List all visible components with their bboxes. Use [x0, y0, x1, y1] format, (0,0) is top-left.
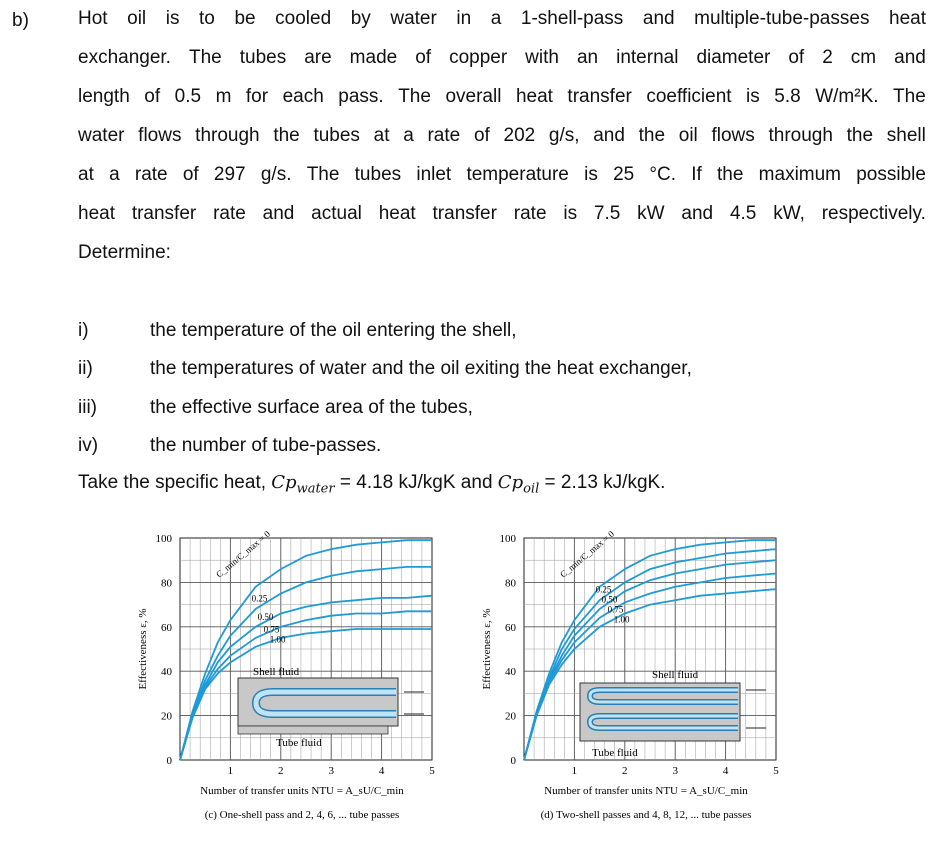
word: The [398, 86, 431, 107]
x-tick-label: 5 [429, 765, 435, 777]
y-tick-label: 0 [166, 755, 172, 767]
word: through [768, 125, 833, 146]
word: rate [513, 203, 547, 224]
word: with [525, 47, 559, 68]
word: flows [711, 125, 755, 146]
word: in [456, 8, 472, 29]
word: shell [886, 125, 926, 146]
word: a [403, 125, 414, 146]
word: oil [127, 8, 147, 29]
paragraph-line [78, 164, 926, 186]
word: and [593, 125, 625, 146]
word: Hot [78, 8, 108, 29]
item-number: iii) [78, 397, 97, 418]
x-axis-label: Number of transfer units NTU = A_sU/C_min [200, 785, 404, 797]
item-text: the temperature of the oil entering the shell, [150, 320, 517, 341]
y-tick-label: 100 [155, 533, 172, 545]
word: 4.5 [729, 203, 757, 224]
word: m [215, 86, 232, 107]
item-text: the temperatures of water and the oil exiting the heat exchanger, [150, 358, 692, 379]
word: made [349, 47, 398, 68]
x-tick-label: 3 [328, 765, 334, 777]
word: is [165, 8, 180, 29]
word: flows [138, 125, 182, 146]
tube-fluid-label: Tube fluid [592, 747, 638, 759]
word: rate [427, 125, 461, 146]
word: W/m²K. [815, 86, 879, 107]
cp-oil-symbol: $Cp_{oil}$ [497, 472, 540, 497]
y-tick-label: 100 [499, 533, 516, 545]
figure-caption: (c) One-shell pass and 2, 4, 6, ... tube passes [204, 809, 400, 821]
word: and [262, 203, 295, 224]
y-tick-label: 20 [505, 710, 516, 723]
word: 2 [822, 47, 833, 68]
question-label: b) [12, 10, 29, 31]
word: 297 [213, 164, 246, 185]
word: be [234, 8, 256, 29]
figure-caption: (d) Two-shell passes and 4, 8, 12, ... tube passes [540, 809, 752, 821]
word: heat [889, 8, 926, 29]
word: possible [856, 164, 926, 185]
word: internal [616, 47, 679, 68]
word: The [306, 164, 340, 185]
word: of [788, 47, 805, 68]
word: for [245, 86, 269, 107]
effectiveness-chart-one-shell [128, 528, 458, 838]
item-text: the effective surface area of the tubes, [150, 397, 473, 418]
word: and [681, 203, 714, 224]
word: and [642, 8, 675, 29]
item-number: i) [78, 320, 89, 341]
word: through [195, 125, 260, 146]
word: copper [449, 47, 508, 68]
word: inlet [416, 164, 452, 185]
x-tick-label: 1 [227, 765, 234, 777]
figure-d [472, 528, 802, 843]
word: the [638, 125, 666, 146]
word: cooled [275, 8, 332, 29]
figure-c [128, 528, 458, 843]
word: The [893, 86, 926, 107]
item-number: ii) [78, 358, 93, 379]
word: transfer [131, 203, 197, 224]
effectiveness-chart-two-shell [472, 528, 802, 838]
series-label: 1.00 [613, 614, 630, 625]
word: multiple-tube-passes [694, 8, 870, 29]
word: tubes [354, 164, 402, 185]
series-label: 0.50 [601, 594, 618, 605]
word: rate [134, 164, 168, 185]
word: is [584, 164, 598, 185]
ratio-label: C_min/C_max = 0 [214, 528, 272, 580]
word: water [390, 8, 437, 29]
x-tick-label: 5 [773, 765, 779, 777]
specific-heat-line [78, 472, 665, 497]
x-tick-label: 4 [378, 765, 385, 777]
x-tick-label: 2 [278, 765, 284, 777]
paragraph-line [78, 125, 926, 147]
word: of [144, 86, 161, 107]
word: kW [637, 203, 665, 224]
word: 7.5 [593, 203, 621, 224]
cp-water-value: = 4.18 kJ/kgK and [339, 472, 493, 493]
series-label: 0.75 [263, 624, 280, 635]
word: overall [445, 86, 502, 107]
y-axis-label: Effectiveness ε, % [481, 608, 493, 690]
item-text: the number of tube-passes. [150, 435, 382, 456]
word: The [188, 47, 222, 68]
paragraph-line [78, 203, 926, 225]
word: tubes [313, 125, 360, 146]
word: °C. [649, 164, 677, 185]
shell-nozzle [238, 726, 388, 734]
y-tick-label: 0 [510, 755, 516, 767]
paragraph-line [78, 8, 926, 30]
word: kW, [773, 203, 805, 224]
word: tubes [239, 47, 287, 68]
word: at [78, 164, 94, 185]
word: is [563, 203, 578, 224]
word: 1-shell-pass [520, 8, 624, 29]
word: is [746, 86, 760, 107]
word: an [576, 47, 599, 68]
word: transfer [432, 203, 497, 224]
word: temperature [466, 164, 569, 185]
word: and [894, 47, 926, 68]
word: the [273, 125, 300, 146]
x-tick-label: 4 [722, 765, 729, 777]
word: transfer [567, 86, 632, 107]
cp-oil-value: = 2.13 kJ/kgK. [544, 472, 666, 493]
y-tick-label: 60 [161, 621, 172, 634]
word: the [846, 125, 874, 146]
word: of [473, 125, 490, 146]
series-label: 1.00 [269, 634, 286, 645]
word: 25 [613, 164, 635, 185]
shell-fluid-label: Shell fluid [253, 666, 300, 678]
y-tick-label: 80 [505, 577, 516, 590]
x-tick-label: 3 [672, 765, 678, 777]
word: actual [311, 203, 362, 224]
tube-fluid-label: Tube fluid [276, 737, 322, 749]
paragraph-line [78, 86, 926, 108]
y-tick-label: 20 [161, 710, 172, 723]
word: maximum [758, 164, 842, 185]
word: at [373, 125, 390, 146]
word: a [490, 8, 502, 29]
word: If [691, 164, 702, 185]
y-axis-label: Effectiveness ε, % [137, 608, 149, 690]
x-tick-label: 1 [571, 765, 578, 777]
word: 0.5 [174, 86, 202, 107]
y-tick-label: 40 [505, 666, 516, 679]
series-label: 0.25 [251, 593, 268, 604]
x-tick-label: 2 [622, 765, 628, 777]
series-label: 0.50 [257, 612, 274, 623]
word: heat [78, 203, 115, 224]
word: diameter [696, 47, 771, 68]
word: pass. [338, 86, 384, 107]
ratio-label: C_min/C_max = 0 [558, 528, 616, 580]
word: to [199, 8, 215, 29]
word: length [78, 86, 130, 107]
word: a [109, 164, 120, 185]
y-tick-label: 80 [161, 577, 172, 590]
paragraph-last-line: Determine: [78, 242, 171, 263]
x-axis-label: Number of transfer units NTU = A_sU/C_min [544, 785, 748, 797]
y-tick-label: 60 [505, 621, 516, 634]
word: coefficient [646, 86, 732, 107]
word: heat [378, 203, 416, 224]
word: 5.8 [774, 86, 801, 107]
word: heat [515, 86, 553, 107]
word: water [78, 125, 125, 146]
shell-body [238, 678, 398, 726]
word: of [182, 164, 199, 185]
word: oil [678, 125, 698, 146]
paragraph-line [78, 47, 926, 69]
word: rate [213, 203, 246, 224]
item-number: iv) [78, 435, 99, 456]
y-tick-label: 40 [161, 666, 172, 679]
specific-heat-prefix: Take the specific heat, [78, 472, 266, 493]
word: g/s. [260, 164, 292, 185]
series-label: 0.75 [607, 604, 624, 615]
word: cm [850, 47, 877, 68]
shell-fluid-label: Shell fluid [652, 669, 699, 681]
cp-water-symbol: $Cp_{water}$ [271, 472, 335, 497]
word: of [415, 47, 432, 68]
series-label: 0.25 [595, 584, 612, 595]
word: are [304, 47, 332, 68]
word: respectively. [821, 203, 926, 224]
word: exchanger. [78, 47, 171, 68]
word: the [717, 164, 744, 185]
word: each [282, 86, 324, 107]
word: 202 [503, 125, 536, 146]
word: by [350, 8, 371, 29]
word: g/s, [548, 125, 580, 146]
